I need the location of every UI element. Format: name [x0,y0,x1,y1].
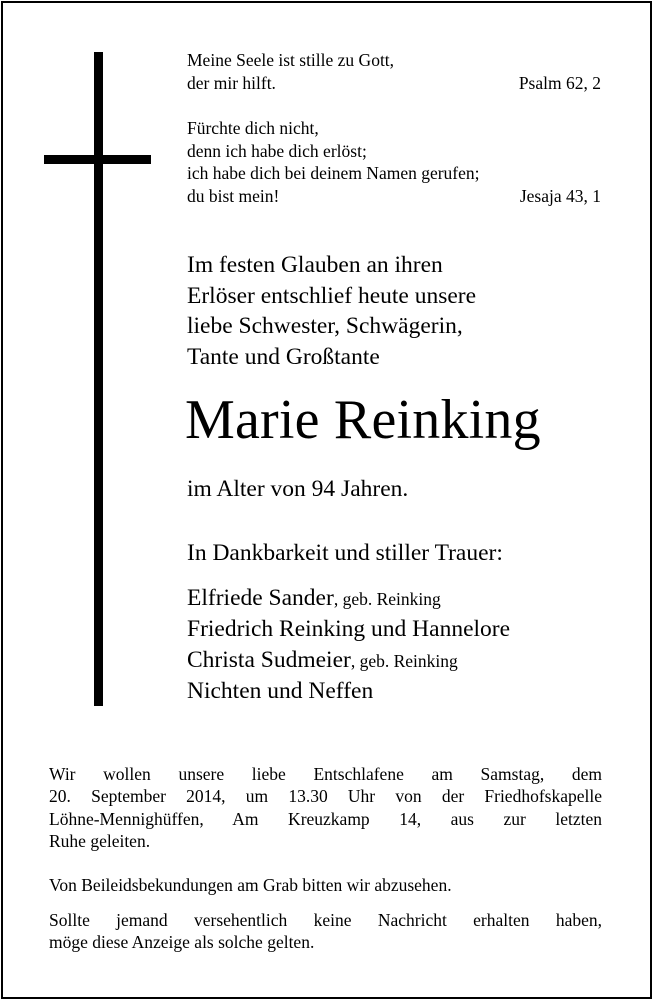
notice-line: Wir wollen unsere liebe Entschlafene am Samstag, dem [49,764,602,784]
intro-line: Im festen Glauben an ihren [187,252,443,278]
psalm-verse [187,49,601,94]
notice-line: Von Beileidsbekundungen am Grab bitten wir abzusehen. [49,875,452,895]
notice-line: Sollte jemand versehentlich keine Nachricht erhalten haben, [49,910,602,930]
verse-line: Meine Seele ist stille zu Gott, [187,50,395,70]
deceased-name: Marie Reinking [185,389,541,451]
mourner-name: Friedrich Reinking und Hannelore [187,616,511,642]
verse-line: du bist mein! [187,185,280,206]
age-text: im Alter von 94 Jahren. [187,476,409,502]
intro-line: Tante und Großtante [187,343,380,370]
intro-line: Erlöser entschlief heute unsere [187,282,477,309]
verse-line: denn ich habe dich erlöst; [187,140,367,161]
funeral-notice [49,763,602,853]
closing-notice [49,909,602,954]
intro-text [187,250,476,372]
mourner-note: , geb. Reinking [350,651,458,671]
verse-line: der mir hilft. [187,72,276,93]
mourner-name: Christa Sudmeier [187,647,351,673]
intro-line: liebe Schwester, Schwägerin, [187,313,463,339]
notice-line: Löhne-Mennighüffen, Am Kreuzkamp 14, aus zur letzten [49,808,602,829]
verse-line: ich habe dich bei deinem Namen gerufen; [187,163,480,183]
mourner-name: Elfriede Sander [187,585,334,611]
mourner-name: Nichten und Neffen [187,678,374,704]
mourner-entry [187,614,510,645]
mourner-entry [187,676,510,707]
mourner-entry [187,645,510,676]
mourners-list [187,583,510,707]
verse-line: Fürchte dich nicht, [187,118,319,138]
condolence-notice [49,874,602,896]
isaiah-verse [187,117,601,207]
notice-line: möge diese Anzeige als solche gelten. [49,932,315,953]
verse-reference: Jesaja 43, 1 [519,185,601,206]
notice-line: 20. September 2014, um 13.30 Uhr von der Friedhofskapelle [49,786,602,807]
verse-reference: Psalm 62, 2 [518,72,601,93]
mourners-heading: In Dankbarkeit und stiller Trauer: [187,540,503,566]
mourner-note: , geb. Reinking [333,589,441,609]
mourner-entry [187,583,510,614]
notice-line: Ruhe geleiten. [49,831,151,852]
